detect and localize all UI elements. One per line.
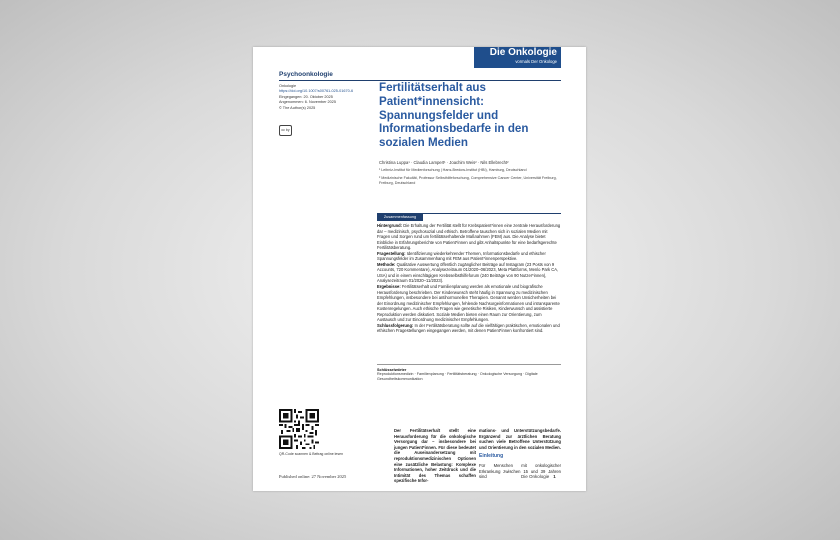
affiliation-2: ² Medizinische Fakultät, Professur Selbsthilfeforschung, Comprehensive Cancer Center, Universität Freiburg, Freiburg, Deutschland <box>379 176 557 185</box>
page-number: 1 <box>553 474 556 479</box>
section-label: Psychoonkologie <box>279 71 333 78</box>
abstract-text <box>377 223 561 334</box>
received-date: Eingegangen: 20. Oktober 2025 <box>279 94 333 99</box>
published-online: Published online: 27 November 2025 <box>279 474 347 479</box>
qr-code[interactable] <box>279 409 319 449</box>
journal-banner <box>474 47 561 68</box>
question-head: Fragestellung: <box>377 250 406 256</box>
accepted-date: Angenommen: 6. November 2025 <box>279 100 336 105</box>
authors: Christina Luppa¹ · Claudia Lampert¹ · Joachim Weis² · Nils Ellebrecht² <box>379 160 509 165</box>
body-col2-bold: mations- und Unterstützungsbedarfe. Ergänzend zur ärztlichen Beratung suchen viele Betroffene Unterstützung und Orientierung in den sozialen Medien. <box>479 428 561 450</box>
keywords-heading: Schlüsselwörter <box>377 368 407 372</box>
keywords-text: Reproduktionsmedizin · Familienplanung · Fertilitätsberatung · Onkologische Versorgung · Digitale Gesundheitskommunikation <box>377 372 538 381</box>
conclusion-text: In der Fertilitätsberatung sollte auf die vielfältigen praktischen, emotionalen und ethischen Fragestellungen eingegangen werden, mit denen Patient*innen konfrontiert sind. <box>377 322 560 334</box>
body-column-2 <box>479 428 561 480</box>
doi-link[interactable]: https://doi.org/10.1007/s00761-025-01670-6 <box>279 89 354 94</box>
question-text: Identifizierung wiederkehrender Themen, Informationsbedarfe und ethischer Spannungsfelder im Zusammenhang mit FEM aus Patient*innenperspektive. <box>377 250 546 262</box>
journal-subtitle: vormals Der Onkologe <box>515 59 557 64</box>
abstract-box <box>377 213 561 420</box>
background-text: Die Erhaltung der Fertilität stellt für Krebspatient*innen eine zentrale Herausforderung dar – medizinisch, psychosozial und ethisch. Betroffene tauschen sich in sozialen Medien mit Fragen und Sorgen rund um fertilitätserhaltende Maßnahmen (FEM) aus. Die Analyse bietet Einblicke in Erfahrungsberichte von Patient*innen und gibt Anhaltspunkte für eine bedarfsgerechte Fertilitätsberatung. <box>377 223 561 251</box>
article-page <box>253 47 586 491</box>
body-column-1: Der Fertilitätserhalt stellt eine Herausforderung für die onkologische Versorgung dar – insbesondere bei jungen Patient*innen. Für diese bedeutet die Auseinandersetzung mit reproduktionsmedizinischen Optionen eine zusätzliche Belastung: Komplexe Informationen, hoher Zeitdruck und die Intimität des Themas schaffen spezifische Infor- <box>394 428 476 484</box>
body-col2-text: Für Menschen mit onkologischer Erkrankung zwischen 15 und 39 Jahren sind <box>479 462 561 480</box>
copyright: © The Author(s) 2025 <box>279 105 316 110</box>
qr-caption: QR-Code scannen & Beitrag online lesen <box>279 452 344 456</box>
cc-by-icon: cc by <box>279 125 292 136</box>
methods-head: Methode: <box>377 261 396 267</box>
footer-journal-name: Die Onkologie <box>521 474 550 479</box>
keywords-box <box>377 364 561 382</box>
abstract-tab: Zusammenfassung <box>377 214 423 221</box>
journal-name: Die Onkologie <box>489 47 557 58</box>
section-heading-einleitung: Einleitung <box>479 453 504 460</box>
methods-text: Qualitative Auswertung öffentlich zugänglicher Beiträge auf Instagram (23 Posts von 9 Accounts, 720 Kommentare), Analysezeitraum 01/2020–06/2023, Meta Plattforms, Menlo Park CA, USA) und in einem einschlägigen Krebsselbsthilfeforum (240 Beiträge von 90 Nutzer*innen), Analysezeitraum 01/2020–11/2023). <box>377 261 559 284</box>
affiliation-1: ¹ Leibniz-Institut für Medienforschung | Hans-Bredow-Institut (HBI), Hamburg, Deutschland <box>379 168 527 172</box>
results-head: Ergebnisse: <box>377 284 401 290</box>
article-title: Fertilitätserhalt aus Patient*innensicht: Spannungsfelder und Informationsbedarfe in den sozialen Medien <box>379 81 529 150</box>
meta-journal: Onkologie <box>279 84 297 88</box>
footer-journal <box>521 474 556 479</box>
background-head: Hintergrund: <box>377 223 403 228</box>
results-text: Fertilitätserhalt und Familienplanung werden als emotionale und biografische Herausforderung beschrieben. Der Kinderwunsch steht häufig in Spannung zu medizinischen Empfehlungen, insbesondere bei antihormonellen Therapien. Genannt werden Unsicherheiten bei der Einordnung medizinischer Empfehlungen, fehlende Nachsorgeinformationen und intransparente Kostenregelungen. Auch ethische Fragen wie genetische Risiken, Kinderwunsch und assistierte Reproduktion werden diskutiert. Soziale Medien bieten einen Raum zur Orientierung, zum Austausch und zur Einordnung medizinischer Empfehlungen. <box>377 284 560 323</box>
article-meta <box>279 84 377 111</box>
conclusion-head: Schlussfolgerung: <box>377 322 414 328</box>
